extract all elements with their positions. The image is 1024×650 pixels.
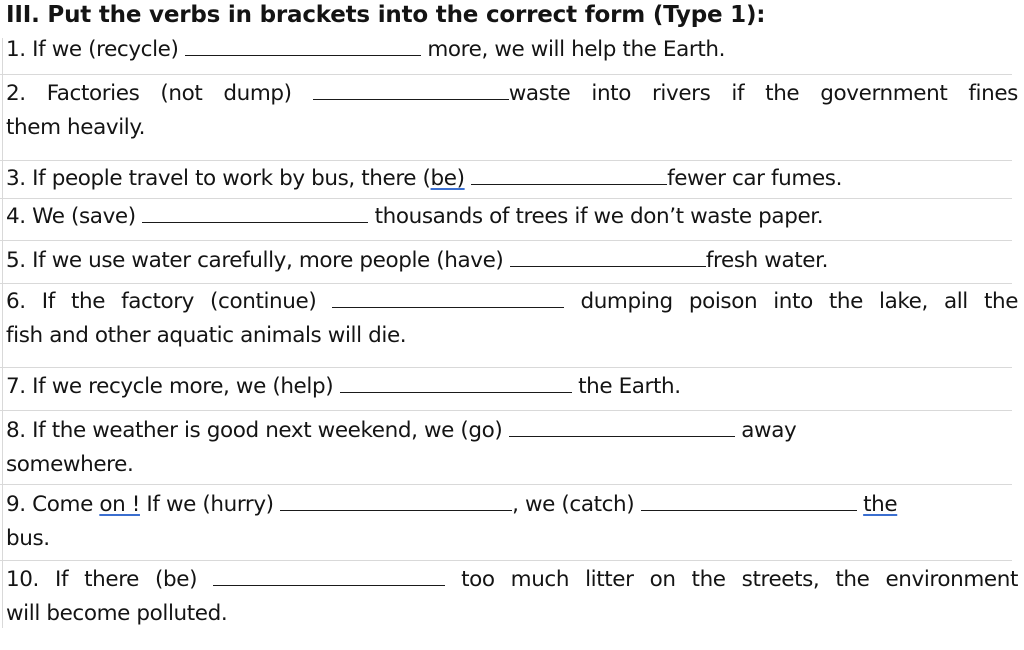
answer-blank[interactable] [313,77,509,100]
question-number: 6. [6,289,26,314]
question-text-before: If the weather is good next weekend, we (go) [32,418,503,443]
question-number: 10. [6,567,39,592]
answer-blank[interactable] [510,244,706,267]
question-text-after: fresh water. [705,248,829,273]
question-text-before: Factories (not dump) [46,81,292,106]
answer-blank[interactable] [185,33,421,56]
row-divider [0,283,1012,284]
question-text-middle: If we (hurry) [139,492,274,517]
question-text-after: dumping poison into the lake, all the [580,289,1019,314]
row-divider [0,198,1012,199]
question-number: 8. [6,418,26,443]
question-text-after: fewer car fumes. [667,166,843,191]
answer-blank[interactable] [280,488,512,511]
question-4 [6,200,823,234]
underlined-word: on ! [99,492,140,517]
question-number: 1. [6,37,26,62]
question-text-before: If the factory (continue) [41,289,317,314]
question-number: 9. [6,492,26,517]
question-text-before: If we recycle more, we (help) [32,374,334,399]
row-divider [0,410,1012,411]
question-3 [6,162,842,196]
question-number: 3. [6,166,26,191]
underlined-word: the [863,492,898,517]
exercise-title: III. Put the verbs in brackets into the correct form (Type 1): [6,2,766,28]
question-text-continued: bus. [6,526,50,551]
question-text-before: If we (recycle) [32,37,179,62]
question-text-continued: them heavily. [6,115,146,140]
answer-blank[interactable] [509,414,735,437]
question-text-after: thousands of trees if we don’t waste paper. [374,204,824,229]
question-text-continued: will become polluted. [6,601,228,626]
question-6 [6,285,1018,353]
underlined-word: be) [430,166,465,191]
answer-blank[interactable] [340,370,572,393]
question-text-before: If we use water carefully, more people (have) [32,248,504,273]
question-text-continued: somewhere. [6,452,134,477]
question-text-before: We (save) [32,204,136,229]
answer-blank[interactable] [142,200,368,223]
question-number: 4. [6,204,26,229]
row-divider [0,74,1012,75]
question-text-after: away [741,418,797,443]
row-divider [0,240,1012,241]
question-text-before: If there (be) [55,567,198,592]
question-7 [6,370,681,404]
question-text-before: Come [32,492,100,517]
question-10 [6,563,1018,631]
question-text-after: more, we will help the Earth. [427,37,726,62]
question-text-after: waste into rivers if the government fines [508,81,1018,106]
question-2 [6,77,1018,145]
question-number: 7. [6,374,26,399]
question-number: 5. [6,248,26,273]
answer-blank[interactable] [641,488,857,511]
question-text-after: too much litter on the streets, the environment [461,567,1018,592]
answer-blank[interactable] [332,285,564,308]
answer-blank[interactable] [471,162,667,185]
question-number: 2. [6,81,26,106]
row-divider [0,484,1012,485]
question-text-after: , we (catch) [512,492,635,517]
question-text-after: the Earth. [578,374,681,399]
row-divider [0,367,1012,368]
question-8 [6,414,796,482]
question-9 [6,488,897,556]
table-border-left [2,38,3,628]
question-text-continued: fish and other aquatic animals will die. [6,323,407,348]
row-divider [0,160,1012,161]
question-1 [6,33,725,67]
row-divider [0,560,1012,561]
answer-blank[interactable] [213,563,445,586]
question-5 [6,244,828,278]
question-text-before: If people travel to work by bus, there ( [32,166,431,191]
